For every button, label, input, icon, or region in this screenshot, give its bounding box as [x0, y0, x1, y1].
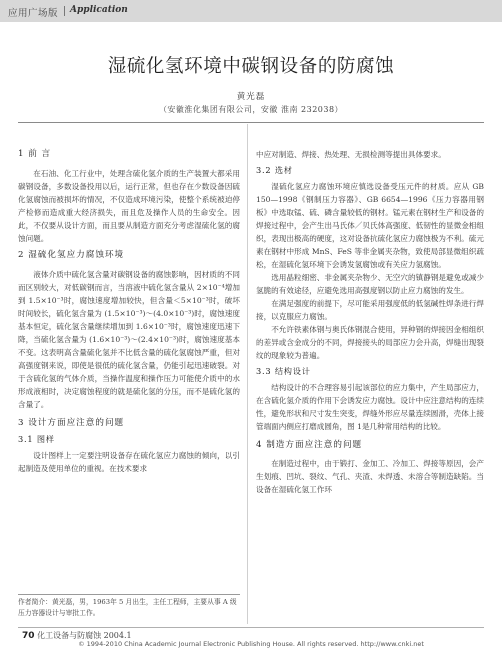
running-header: [0, 0, 502, 22]
section-heading-design: 3 设计方面应注意的问题: [18, 418, 125, 428]
header-separator: [64, 6, 65, 16]
subsection-heading-structure: 3.3 结构设计: [256, 366, 311, 376]
paragraph-environment: 液体介质中硫化氢含量对碳钢设备的腐蚀影响，因材质的不同而区别较大，对低碳钢而言，当溶液中硫化氢含量从 2×10⁻⁴增加到 1.5×10⁻³时，腐蚀速度增加较快，但含量＜5×10⁻³时，破坏时间较长，硫化氢含量为 (1.5×10⁻³)～(4.0×10⁻³)时，腐蚀速度基本恒定，硫化氢含量继续增加到 1.6×10⁻³时，腐蚀速度迅速下降，当硫化氢含量为 (1.6×10⁻³)～(2.4×10⁻³)时，腐蚀速度基本不变。这表明高含量硫化氢并不比低含量的硫化氢腐蚀严重，但对高强度钢来说，即使是很低的硫化氢含量，仍能引起迅速破裂。对于含硫化氢的气体介质，当操作温度和操作压力可能使介质中的水形成液相时，决定腐蚀程度的就是硫化氢的分压，而不是硫化氢的含量了。: [18, 270, 240, 409]
left-column: [18, 148, 240, 475]
paragraph-intro: 在石油、化工行业中，处理含硫化氢介质的生产装置大都采用碳钢设备，多数设备投用以后，运行正常，但也存在少数设备因硫化氢腐蚀而被损坏的情况，不仅造成环境污染，使整个系统被迫停产检修而造成重大经济损失，而且危及操作人员的生命安全。因此，不仅要从设计方面，而且要从制造方面充分考虑湿硫化氢的腐蚀问题。: [18, 169, 240, 243]
paragraph-materials-1: 湿硫化氢应力腐蚀环境应慎选设备受压元件的材质。应从 GB 150—1998《钢制压力容器》、GB 6654—1996《压力容器用钢板》中选取锰、硫、磷含量较低的钢材。锰元素在钢材生产和设备的焊接过程中，会产生出马氏体／贝氏体高强度、低韧性的显微金相组织，表现出极高的硬度，这对设备抗硫化氢应力腐蚀极为不利。硫元素在钢材中形成 MnS、FeS 等非金属夹杂物，致使局部显微组织疏松，在湿硫化氢环境下会诱发氢腐蚀或有关应力氢腐蚀。: [256, 182, 484, 269]
footer-divider: [18, 627, 484, 628]
subsection-heading-materials: 3.2 选材: [256, 165, 293, 175]
paragraph-drawings: 设计图样上一定要注明设备存在硫化氢应力腐蚀的倾向，以引起制造及使用单位的重视。在技术要求: [18, 451, 240, 473]
section-heading-intro: 1 前 言: [18, 149, 52, 159]
paragraph-continued: 中应对制造、焊接、热处理、无损检测等提出具体要求。: [256, 150, 446, 159]
title-divider: [18, 122, 484, 123]
affiliation: （安徽淮化集团有限公司，安徽 淮南 232038）: [158, 105, 344, 114]
footnote-divider: [18, 594, 240, 595]
paragraph-materials-2: 选用晶粒细密、非金属夹杂物少、无空穴的镇静钢是避免或减少氢脆的有效途径，应避免选用高强度钢以防止应力腐蚀的发生。: [256, 273, 484, 295]
journal-name: 化工设备与防腐蚀 2004.1: [37, 631, 132, 640]
section-heading-manufacturing: 4 制造方面应注意的问题: [256, 440, 363, 450]
paragraph-structure: 结构设计的不合理容易引起该部位的应力集中，产生局部应力，在含硫化氢介质的作用下会诱发应力腐蚀。设计中应注意结构的连续性，避免形状和尺寸发生突变，焊缝外形应尽量连续圆滑，壳体上接管端面内侧应打磨成圆角，图 1是几种常用结构的比较。: [256, 383, 484, 431]
right-column: [256, 148, 484, 496]
author: 黄光磊: [236, 92, 266, 102]
subsection-heading-drawings: 3.1 图样: [18, 434, 55, 444]
paragraph-manufacturing: 在制造过程中，由于锻打、金加工、冷加工、焊接等原因，会产生划痕、凹坑、裂纹、气孔、夹渣、未焊透、未溶合等制造缺陷。当设备在湿硫化氢工作环: [256, 459, 484, 494]
paragraph-materials-4: 不允许铁素体钢与奥氏体钢混合使用，异种钢的焊接因金相组织的差异或含金成分的不同，焊接接头的局部应力会升高，焊缝出现裂纹的现象较为普遍。: [256, 325, 484, 360]
section-heading-environment: 2 湿硫化氢应力腐蚀环境: [18, 250, 125, 260]
column-divider: [247, 124, 248, 624]
copyright-notice: © 1994-2010 China Academic Journal Electronic Publishing House. All rights reserved. http://www.cnki.net: [78, 640, 424, 648]
paragraph-materials-3: 在满足强度的前提下，尽可能采用强度低的低氢碱性焊条进行焊接，以克服应力腐蚀。: [256, 299, 484, 321]
header-section-en: Application: [70, 5, 128, 15]
header-section: 应用广场版: [8, 8, 59, 19]
article-title: 湿硫化氢环境中碳钢设备的防腐蚀: [107, 56, 395, 77]
page-number: 70: [22, 631, 35, 641]
author-footnote: 作者简介：黄光磊，男，1963年 5 月出生，主任工程师，主要从事 A 级压力容器设计与审批工作。: [18, 598, 237, 617]
